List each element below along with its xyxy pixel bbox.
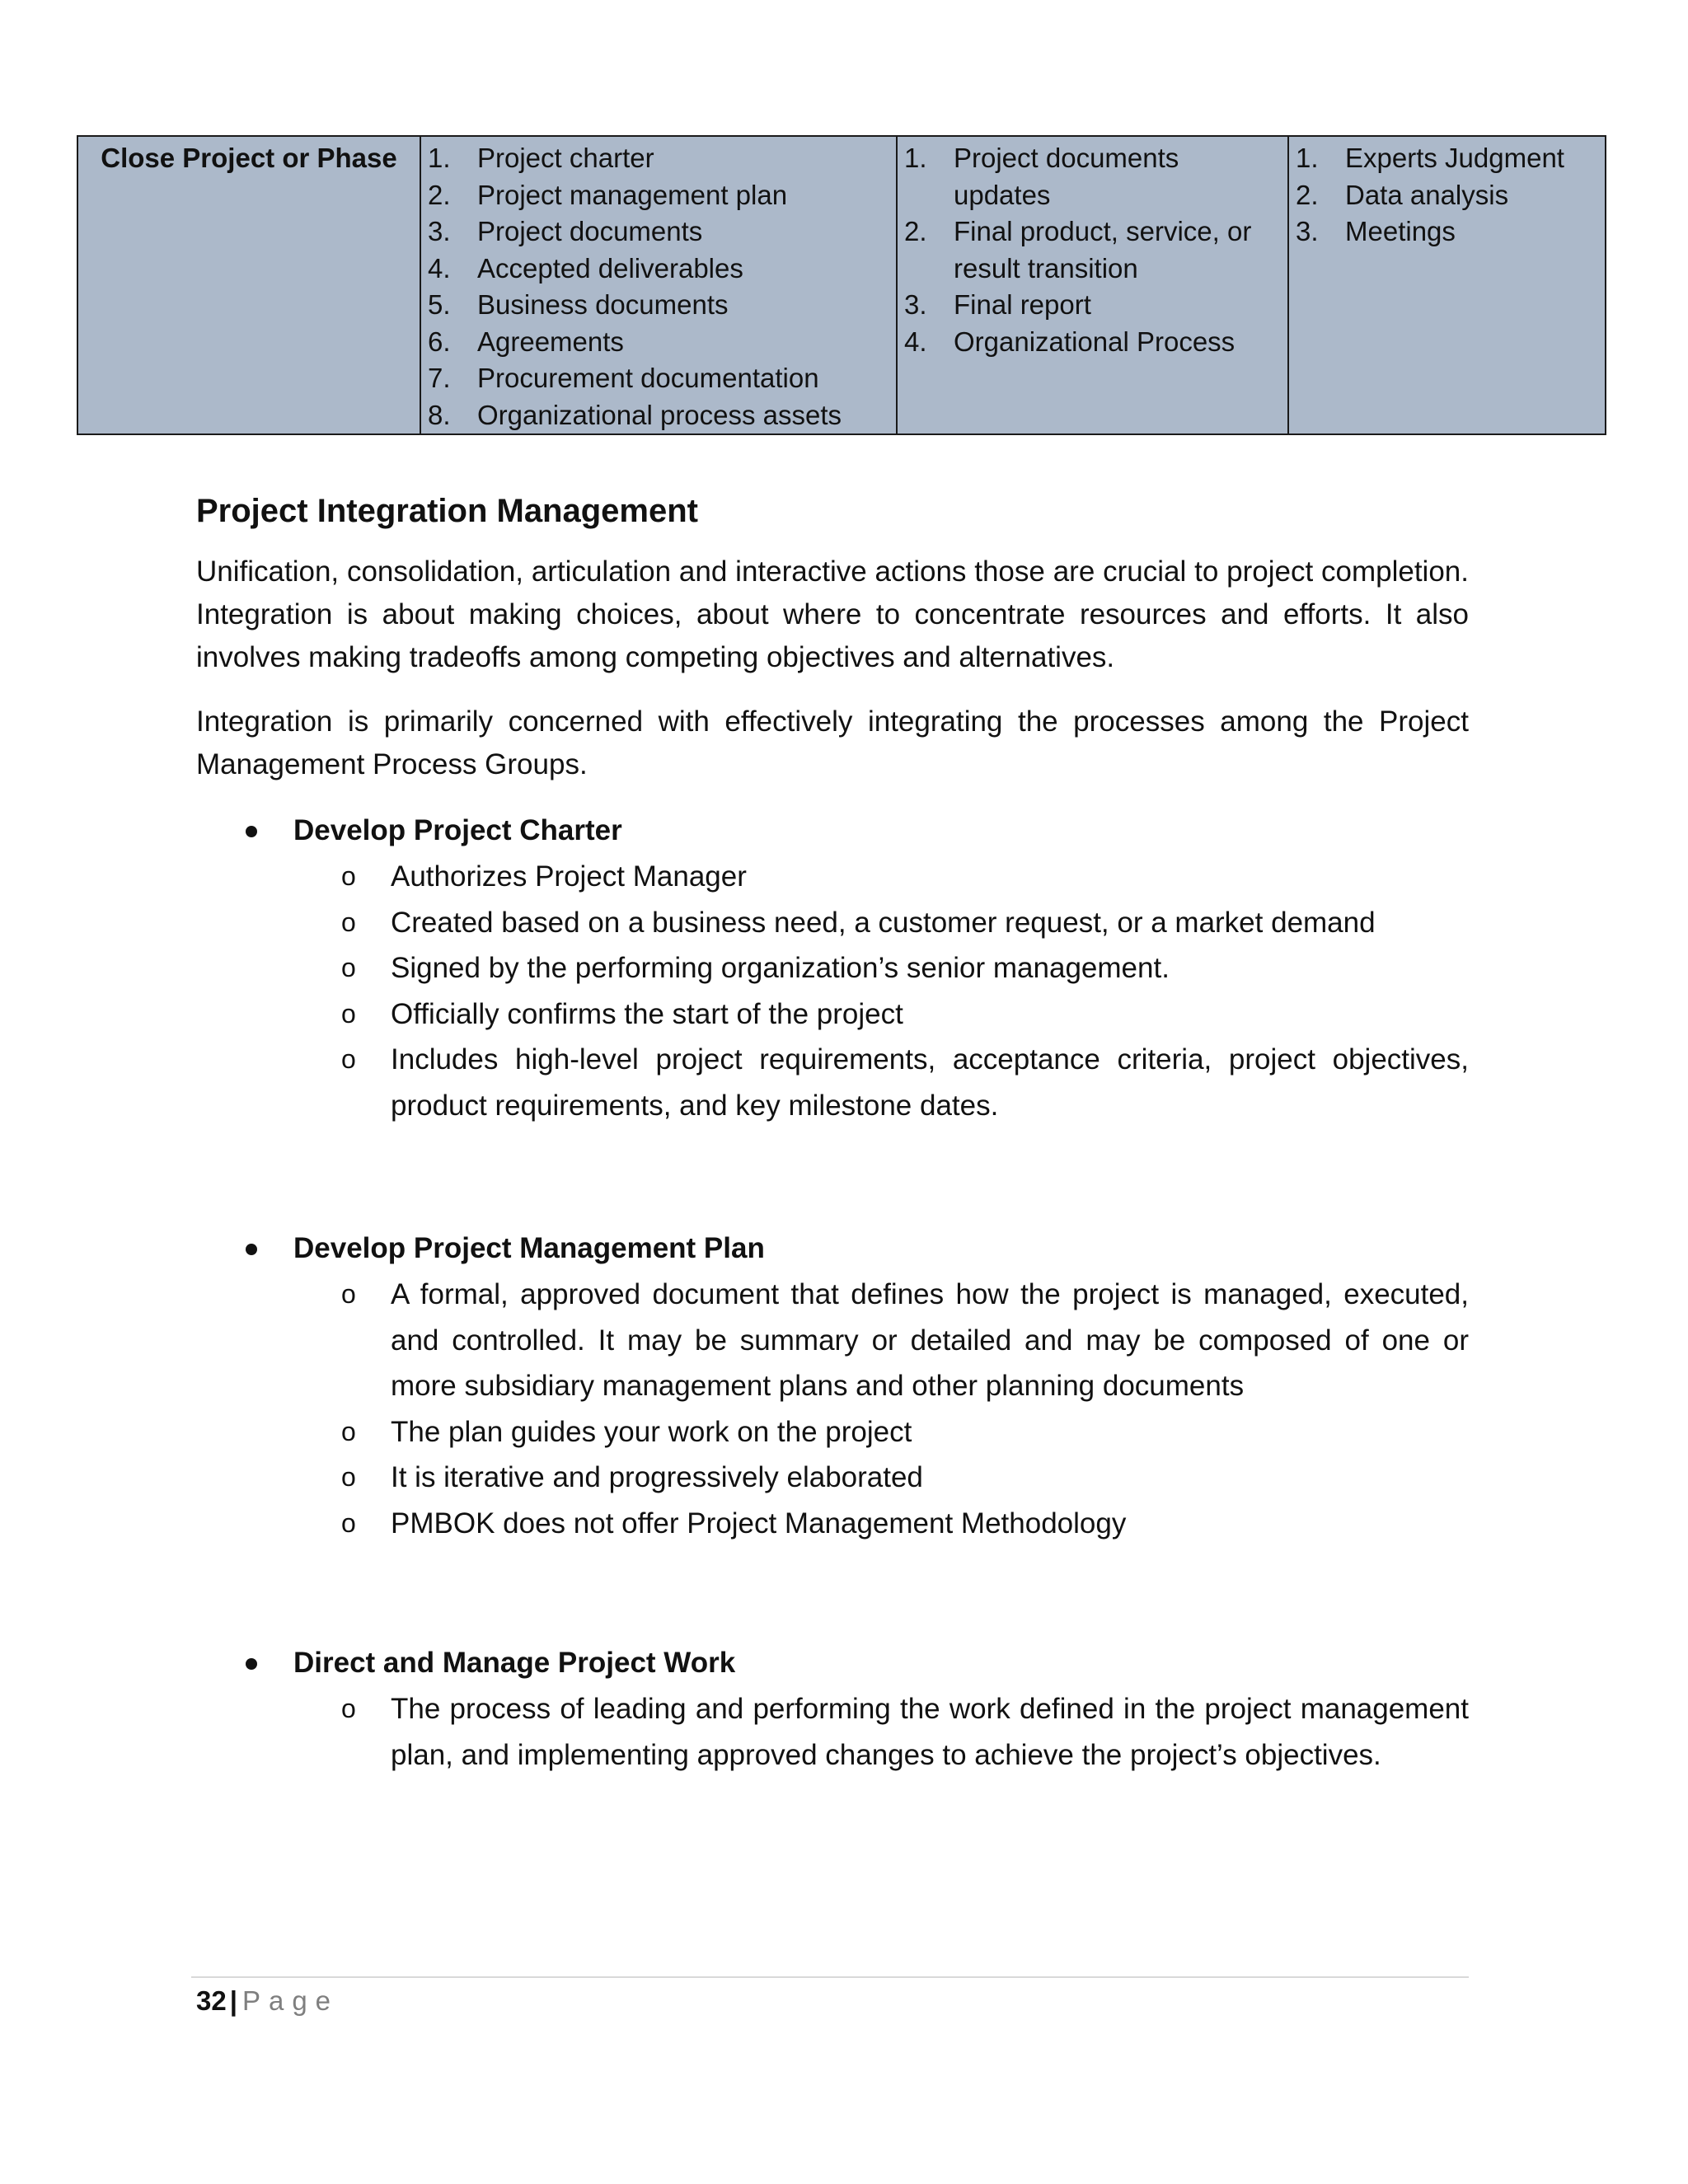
- sub-list: [293, 1272, 1469, 1546]
- list-item: o The plan guides your work on the project: [293, 1409, 1469, 1455]
- list-item: o Authorizes Project Manager: [293, 854, 1469, 900]
- list-item: 4. Organizational Process: [904, 326, 1236, 357]
- circle-bullet-icon: o: [341, 907, 356, 937]
- process-table: [77, 135, 1606, 435]
- list-item: o A formal, approved document that defines how the project is managed, executed, and controlled. It may be summary or detailed and may be composed of one or more subsidiary management plans and other planning documents: [293, 1272, 1469, 1409]
- inputs-list: [428, 140, 889, 434]
- circle-bullet-icon: o: [341, 1279, 356, 1309]
- sub-list: [293, 854, 1469, 1128]
- table-row: [77, 136, 1606, 434]
- tools-list: [1296, 140, 1598, 251]
- tools-cell: [1288, 136, 1606, 434]
- list-item: 4. Accepted deliverables: [428, 252, 743, 284]
- circle-bullet-icon: o: [341, 1462, 356, 1492]
- list-item: 3. Project documents: [428, 216, 703, 246]
- list-item: o Signed by the performing organization’s senior management.: [293, 945, 1469, 991]
- bullet-heading: Direct and Manage Project Work: [293, 1647, 736, 1679]
- bullet-item-direct-and-manage-project-work: [196, 1640, 1469, 1778]
- list-item: 3. Final report: [904, 289, 1091, 320]
- list-item: 1. Experts Judgment: [1296, 143, 1564, 173]
- outputs-list: [904, 140, 1281, 360]
- bullet-heading: Develop Project Management Plan: [293, 1232, 765, 1264]
- circle-bullet-icon: o: [341, 998, 356, 1029]
- list-item: 1. Project charter: [428, 143, 654, 173]
- bullet-dot-icon: [246, 1244, 257, 1255]
- section-title: Project Integration Management: [196, 493, 698, 529]
- list-item: 7. Procurement documentation: [428, 363, 819, 393]
- process-name-cell: Close Project or Phase: [77, 136, 420, 434]
- list-item: 3. Meetings: [1296, 216, 1456, 246]
- list-item: 2. Final product, service, or result transition: [904, 216, 1252, 284]
- bullet-list: [196, 808, 1469, 1778]
- list-item: o It is iterative and progressively elaborated: [293, 1455, 1469, 1501]
- list-item: 5. Business documents: [428, 289, 729, 320]
- bullet-heading: Develop Project Charter: [293, 814, 622, 846]
- bullet-dot-icon: [246, 1658, 257, 1670]
- list-item: o Officially confirms the start of the project: [293, 991, 1469, 1038]
- footer-separator: |: [229, 1985, 237, 2016]
- circle-bullet-icon: o: [341, 1694, 356, 1723]
- paragraph: Integration is primarily concerned with effectively integrating the processes among the Project Management Process Groups.: [196, 705, 1469, 780]
- bullet-item-develop-project-charter: [196, 808, 1469, 1128]
- page-label: Page: [241, 1985, 340, 2016]
- page-footer: [196, 1981, 339, 2021]
- circle-bullet-icon: o: [341, 1507, 356, 1538]
- list-item: 1. Project documents updates: [904, 143, 1179, 210]
- list-item: o Created based on a business need, a customer request, or a market demand: [293, 900, 1469, 946]
- list-item: 6. Agreements: [428, 326, 624, 357]
- list-item: 2. Data analysis: [1296, 179, 1509, 210]
- circle-bullet-icon: o: [341, 953, 356, 982]
- list-item: o The process of leading and performing the work defined in the project management plan, and implementing approved changes to achieve the project’s objectives.: [293, 1686, 1469, 1778]
- inputs-cell: [420, 136, 897, 434]
- paragraph: Unification, consolidation, articulation and interactive actions those are crucial to project completion. Integration is about making choices, about where to concentrate resources and efforts. It also involves making tradeoffs among competing objectives and alternatives.: [196, 555, 1469, 673]
- circle-bullet-icon: o: [341, 861, 356, 891]
- section-content: [196, 486, 1469, 1778]
- list-item: 2. Project management plan: [428, 179, 788, 210]
- outputs-cell: [897, 136, 1288, 434]
- circle-bullet-icon: o: [341, 1416, 356, 1446]
- circle-bullet-icon: o: [341, 1044, 356, 1074]
- sub-list: [293, 1686, 1469, 1778]
- page-number: 32: [196, 1985, 227, 2016]
- bullet-dot-icon: [246, 826, 257, 837]
- list-item: o Includes high-level project requirements, acceptance criteria, project objectives, product requirements, and key milestone dates.: [293, 1037, 1469, 1128]
- footer-divider: [191, 1976, 1469, 1978]
- bullet-item-develop-project-management-plan: [196, 1226, 1469, 1546]
- list-item: o PMBOK does not offer Project Management Methodology: [293, 1501, 1469, 1547]
- list-item: 8. Organizational process assets: [428, 399, 842, 430]
